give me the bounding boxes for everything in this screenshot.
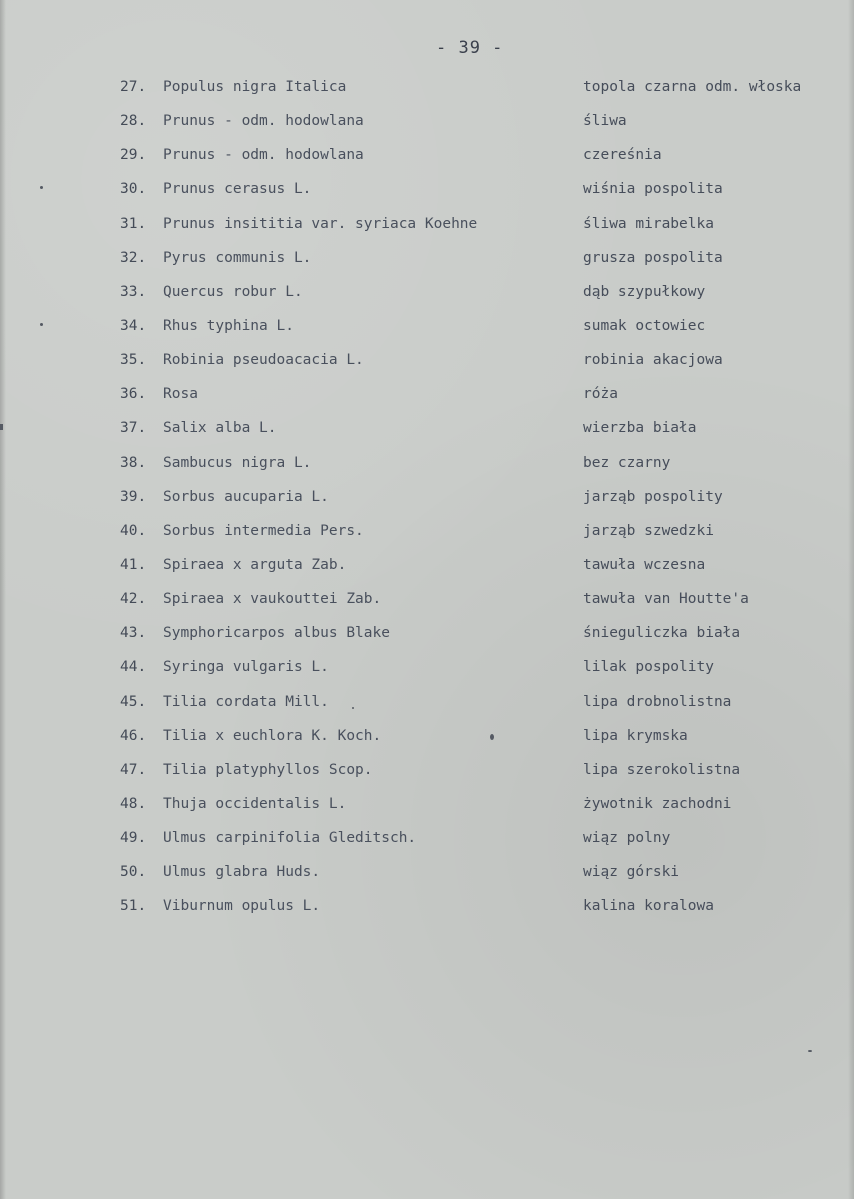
entry-number: 46. [120, 727, 147, 744]
polish-name: lilak pospolity [583, 659, 714, 676]
list-item [0, 244, 854, 278]
latin-name: Sorbus intermedia Pers. [163, 522, 364, 539]
entry-number: 30. [120, 181, 147, 198]
latin-name: Thuja occidentalis L. [163, 795, 347, 812]
list-item [0, 278, 854, 312]
paper-speck [40, 186, 43, 189]
entry-number: 35. [120, 352, 147, 369]
list-item [0, 380, 854, 414]
polish-name: tawuła van Houtte'a [583, 591, 749, 608]
species-list [0, 73, 854, 927]
entry-number: 29. [120, 147, 147, 164]
latin-name: Spiraea x arguta Zab. [163, 556, 347, 573]
entry-number: 40. [120, 522, 147, 539]
list-item [0, 346, 854, 380]
polish-name: bez czarny [583, 454, 671, 471]
latin-name: Prunus insititia var. syriaca Koehne [163, 215, 478, 232]
latin-name: Syringa vulgaris L. [163, 659, 329, 676]
list-item [0, 790, 854, 824]
polish-name: róża [583, 386, 618, 403]
paper-speck [40, 323, 43, 326]
latin-name: Spiraea x vaukouttei Zab. [163, 591, 382, 608]
paper-speck [352, 707, 354, 709]
latin-name: Prunus - odm. hodowlana [163, 147, 364, 164]
latin-name: Tilia x euchlora K. Koch. [163, 727, 382, 744]
entry-number: 28. [120, 113, 147, 130]
list-item [0, 858, 854, 892]
list-item [0, 141, 854, 175]
latin-name: Ulmus carpinifolia Gleditsch. [163, 830, 417, 847]
polish-name: wiśnia pospolita [583, 181, 723, 198]
entry-number: 41. [120, 556, 147, 573]
latin-name: Viburnum opulus L. [163, 898, 321, 915]
polish-name: topola czarna odm. włoska [583, 79, 802, 95]
entry-number: 45. [120, 693, 147, 710]
latin-name: Prunus - odm. hodowlana [163, 113, 364, 130]
latin-name: Rosa [163, 386, 198, 403]
entry-number: 31. [120, 215, 147, 232]
page-number: - 39 - [436, 38, 504, 58]
latin-name: Populus nigra Italica [163, 79, 347, 95]
latin-name: Sorbus aucuparia L. [163, 488, 329, 505]
paper-speck [808, 1050, 812, 1052]
latin-name: Quercus robur L. [163, 283, 303, 300]
entry-number: 36. [120, 386, 147, 403]
polish-name: wiąz polny [583, 830, 671, 847]
list-item [0, 756, 854, 790]
list-item [0, 824, 854, 858]
list-item [0, 517, 854, 551]
latin-name: Tilia platyphyllos Scop. [163, 761, 373, 778]
entry-number: 43. [120, 625, 147, 642]
polish-name: jarząb szwedzki [583, 522, 714, 539]
polish-name: śliwa [583, 113, 627, 130]
paper-speck [490, 734, 494, 740]
list-item [0, 483, 854, 517]
latin-name: Sambucus nigra L. [163, 454, 312, 471]
entry-number: 27. [120, 79, 147, 95]
polish-name: dąb szypułkowy [583, 283, 706, 300]
list-item [0, 414, 854, 448]
list-item [0, 73, 854, 107]
polish-name: żywotnik zachodni [583, 795, 732, 812]
polish-name: lipa szerokolistna [583, 761, 741, 778]
entry-number: 33. [120, 283, 147, 300]
list-item [0, 107, 854, 141]
latin-name: Prunus cerasus L. [163, 181, 312, 198]
entry-number: 34. [120, 317, 147, 334]
polish-name: lipa krymska [583, 727, 688, 744]
polish-name: sumak octowiec [583, 317, 706, 334]
latin-name: Pyrus communis L. [163, 249, 312, 266]
entry-number: 49. [120, 830, 147, 847]
entry-number: 50. [120, 864, 147, 881]
polish-name: śliwa mirabelka [583, 215, 714, 232]
paper-speck [0, 424, 3, 430]
latin-name: Rhus typhina L. [163, 317, 294, 334]
list-item [0, 210, 854, 244]
polish-name: czereśnia [583, 147, 662, 164]
entry-number: 44. [120, 659, 147, 676]
latin-name: Symphoricarpos albus Blake [163, 625, 390, 642]
entry-number: 37. [120, 420, 147, 437]
list-item [0, 619, 854, 653]
entry-number: 51. [120, 898, 147, 915]
list-item [0, 892, 854, 926]
entry-number: 39. [120, 488, 147, 505]
entry-number: 48. [120, 795, 147, 812]
list-item [0, 722, 854, 756]
list-item [0, 585, 854, 619]
latin-name: Robinia pseudoacacia L. [163, 352, 364, 369]
list-item [0, 688, 854, 722]
polish-name: wiąz górski [583, 864, 680, 881]
list-item [0, 551, 854, 585]
entry-number: 42. [120, 591, 147, 608]
latin-name: Tilia cordata Mill. [163, 693, 329, 710]
entry-number: 32. [120, 249, 147, 266]
polish-name: tawuła wczesna [583, 556, 706, 573]
polish-name: jarząb pospolity [583, 488, 723, 505]
latin-name: Ulmus glabra Huds. [163, 864, 321, 881]
polish-name: grusza pospolita [583, 249, 723, 266]
entry-number: 38. [120, 454, 147, 471]
polish-name: lipa drobnolistna [583, 693, 732, 710]
list-item [0, 653, 854, 687]
list-item [0, 175, 854, 209]
list-item [0, 312, 854, 346]
latin-name: Salix alba L. [163, 420, 277, 437]
list-item [0, 449, 854, 483]
entry-number: 47. [120, 761, 147, 778]
polish-name: śnieguliczka biała [583, 625, 741, 642]
polish-name: kalina koralowa [583, 898, 714, 915]
polish-name: robinia akacjowa [583, 352, 723, 369]
polish-name: wierzba biała [583, 420, 697, 437]
